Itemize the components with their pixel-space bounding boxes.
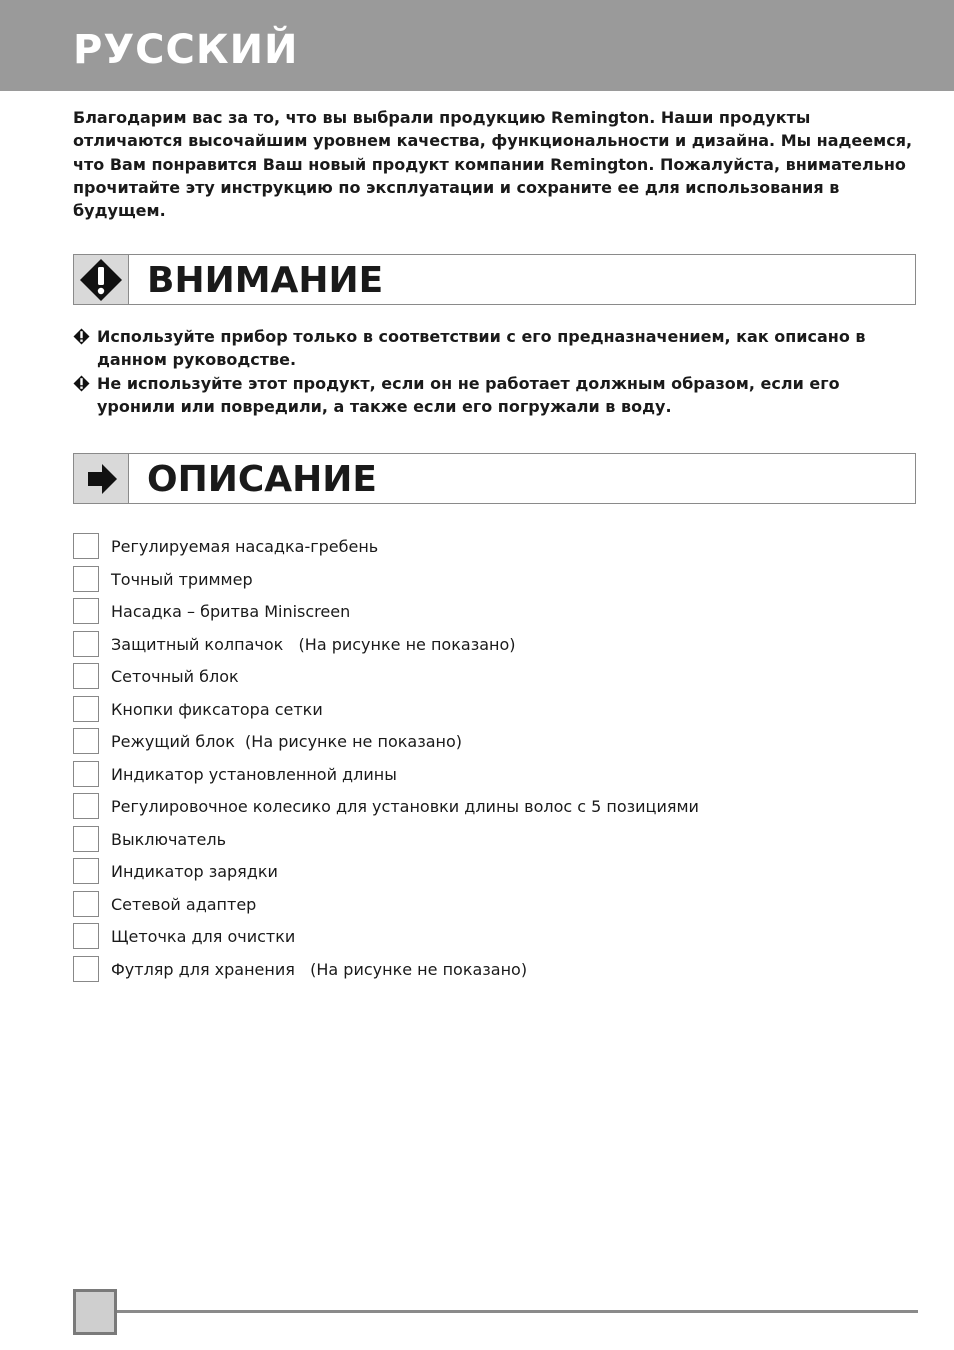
warning-title: ВНИМАНИЕ (147, 260, 384, 301)
part-number-box (73, 761, 99, 787)
part-number-box (73, 793, 99, 819)
part-label: Индикатор зарядки (111, 862, 278, 881)
part-label: Точный триммер (111, 569, 253, 589)
warning-item-text: Используйте прибор только в соответствии с его предназначением, как описано в данном руководстве. (97, 327, 866, 370)
warning-item (73, 325, 923, 372)
part-label: Сетевой адаптер (111, 894, 257, 914)
part-number-box (73, 956, 99, 982)
part-label: Индикатор установленной длины (111, 764, 397, 784)
part-number-box (73, 696, 99, 722)
intro-paragraph: Благодарим вас за то, что вы выбрали продукцию Remington. Наши продукты отличаются высочайшим уровнем качества, функциональности и дизайна. Мы надеемся, что Вам понравится Ваш новый продукт компании Remington. Пожалуйста, внимательно прочитайте эту инструкцию по эксплуатации и сохраните ее для использования в будущем. (73, 108, 913, 221)
header-band (0, 0, 954, 91)
description-title: ОПИСАНИЕ (147, 459, 377, 500)
part-label: Щеточка для очистки (111, 927, 296, 946)
part-label: Насадка – бритва Miniscreen (111, 602, 351, 621)
language-title: РУССКИЙ (73, 27, 299, 73)
part-number-box (73, 566, 99, 592)
description-section-header (73, 453, 916, 504)
part-label: Защитный колпачок (На рисунке не показано) (111, 634, 516, 654)
description-icon-cell (74, 454, 129, 503)
arrow-right-icon (79, 457, 123, 501)
warning-diamond-icon (79, 258, 123, 302)
part-label: Выключатель (111, 829, 227, 849)
part-number-box (73, 663, 99, 689)
part-number-box (73, 631, 99, 657)
footer-rule (117, 1310, 918, 1313)
part-label: Футляр для хранения (На рисунке не показано) (111, 959, 528, 979)
part-number-box (73, 826, 99, 852)
part-number-box (73, 598, 99, 624)
part-number-box (73, 858, 99, 884)
part-label: Регулировочное колесико для установки длины волос с 5 позициями (111, 797, 699, 816)
page-number-box (73, 1289, 117, 1335)
warning-icon-cell (74, 255, 129, 304)
part-number-box (73, 891, 99, 917)
warning-item (73, 372, 923, 419)
warning-section-header (73, 254, 916, 305)
warning-item-text: Не используйте этот продукт, если он не работает должным образом, если его уронили или повредили, а также если его погружали в воду. (97, 373, 840, 416)
part-label: Кнопки фиксатора сетки (111, 699, 323, 719)
warning-bullet-icon (73, 375, 90, 392)
part-number-box (73, 728, 99, 754)
part-label: Режущий блок (На рисунке не показано) (111, 732, 462, 751)
part-label: Сеточный блок (111, 667, 239, 686)
part-number-box (73, 533, 99, 559)
warning-bullet-icon (73, 328, 90, 345)
part-label: Регулируемая насадка-гребень (111, 537, 379, 556)
warning-list (73, 325, 923, 418)
part-number-box (73, 923, 99, 949)
